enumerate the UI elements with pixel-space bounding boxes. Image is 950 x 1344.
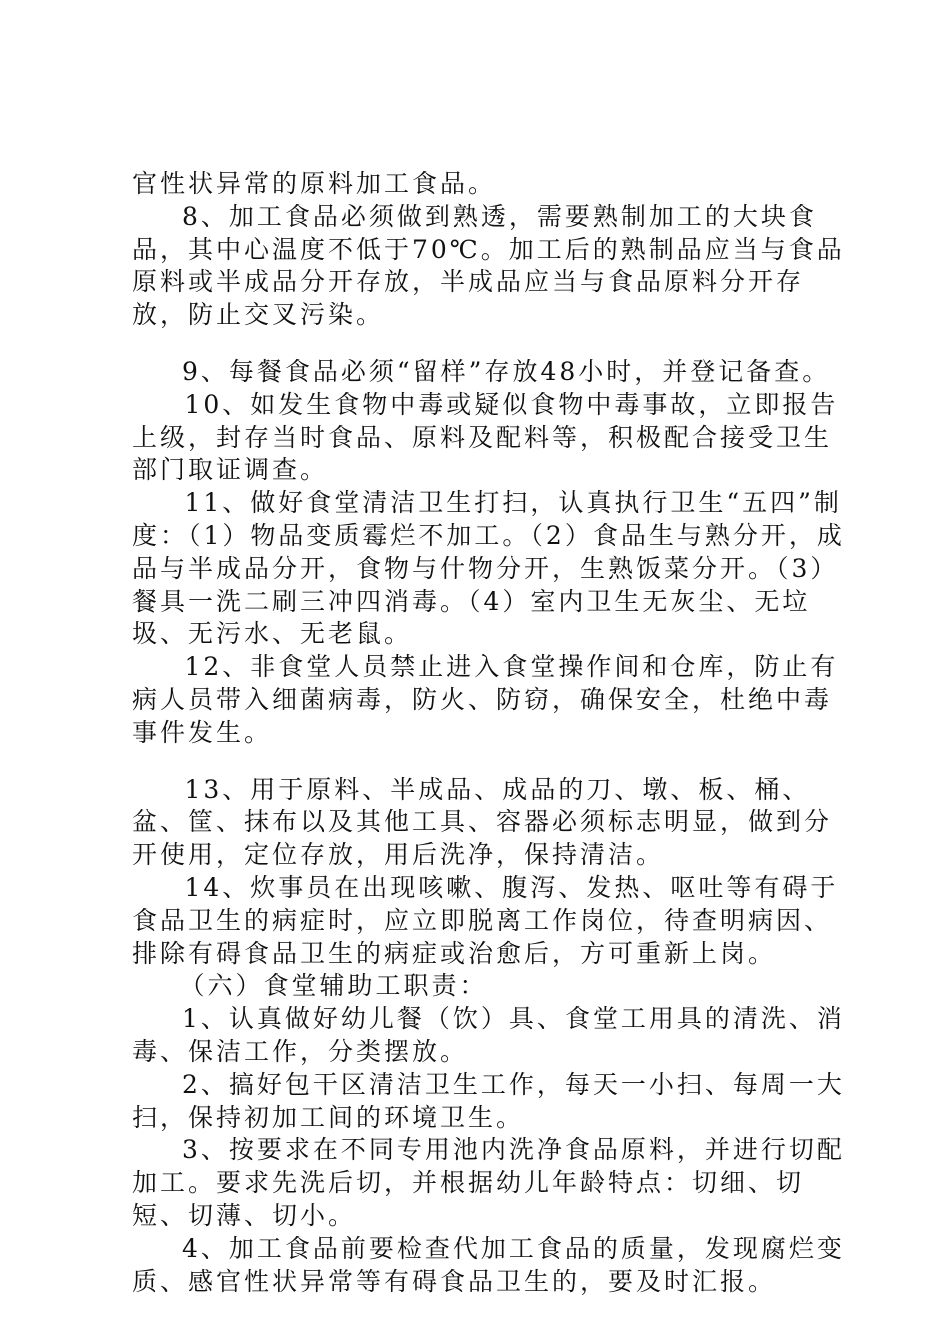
paragraph-item-12: 12、非食堂人员禁止进入食堂操作间和仓库，防止有病人员带入细菌病毒，防火、防窃，确保安全，杜绝中毒事件发生。 (132, 652, 839, 747)
paragraph-item-13: 13、用于原料、半成品、成品的刀、墩、板、桶、盆、筐、抹布以及其他工具、容器必须标志明显，做到分开使用，定位存放，用后洗净，保持清洁。 (132, 774, 833, 870)
section-heading-6: （六）食堂辅助工职责： (179, 971, 488, 1001)
paragraph-item-11: 11、做好食堂清洁卫生打扫，认真执行卫生“五四”制度：（1）物品变质霉烂不加工。（2）食品生与熟分开，成品与半成品分开，食物与什物分开，生熟饭菜分开。（3）餐具一洗二刷三冲四消毒。（4）室内卫生无灰尘、无垃圾、无污水、无老鼠。 (132, 488, 845, 649)
paragraph-item-14: 14、炊事员在出现咳嗽、腹泻、发热、呕吐等有碍于食品卫生的病症时，应立即脱离工作岗位，待查明病因、排除有碍食品卫生的病症或治愈后，方可重新上岗。 (132, 872, 839, 968)
paragraph-duty-3: 3、按要求在不同专用池内洗净食品原料，并进行切配加工。要求先洗后切，并根据幼儿年龄特点：切细、切短、切薄、切小。 (132, 1135, 845, 1230)
paragraph-item-8: 8、加工食品必须做到熟透，需要熟制加工的大块食品，其中心温度不低于70℃。加工后的熟制品应当与食品原料或半成品分开存放，半成品应当与食品原料分开存放，防止交叉污染。 (132, 201, 845, 330)
paragraph-duty-2: 2、搞好包干区清洁卫生工作，每天一小扫、每周一大扫，保持初加工间的环境卫生。 (132, 1069, 845, 1132)
document-body (132, 168, 852, 1298)
paragraph-gap (132, 332, 852, 356)
paragraph-duty-1: 1、认真做好幼儿餐（饮）具、食堂工用具的清洗、消毒、保洁工作，分类摆放。 (132, 1004, 845, 1066)
paragraph-item-10: 10、如发生食物中毒或疑似食物中毒事故，立即报告上级，封存当时食品、原料及配料等，积极配合接受卫生部门取证调查。 (132, 389, 839, 485)
paragraph-continuation: 官性状异常的原料加工食品。 (132, 169, 497, 198)
paragraph-item-9: 9、每餐食品必须“留样”存放48小时，并登记备查。 (182, 356, 831, 386)
paragraph-gap (132, 750, 852, 774)
paragraph-duty-4: 4、加工食品前要检查代加工食品的质量，发现腐烂变质、感官性状异常等有碍食品卫生的，要及时汇报。 (132, 1233, 845, 1296)
